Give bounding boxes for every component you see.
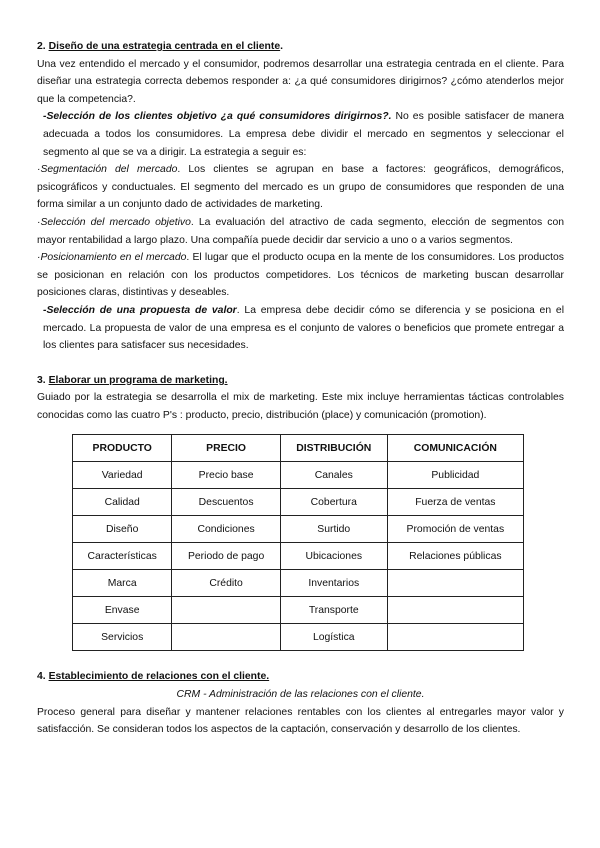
table-cell: Precio base: [172, 462, 280, 489]
table-cell: Fuerza de ventas: [387, 489, 523, 516]
table-cell: [387, 624, 523, 651]
section-4-heading: [37, 668, 564, 686]
table-cell: Inventarios: [280, 570, 387, 597]
table-cell: Promoción de ventas: [387, 516, 523, 543]
document-page: [37, 38, 564, 739]
table-cell: Condiciones: [172, 516, 280, 543]
section-2-title: Diseño de una estrategia centrada en el cliente: [48, 41, 281, 52]
table-row: [73, 624, 524, 651]
table-row: [73, 462, 524, 489]
table-cell: Marca: [73, 570, 172, 597]
section-2-sub2: [37, 302, 564, 355]
table-row: [73, 570, 524, 597]
table-cell: [387, 597, 523, 624]
table-row: [73, 543, 524, 570]
table-cell: Publicidad: [387, 462, 523, 489]
table-cell: Descuentos: [172, 489, 280, 516]
table-cell: Periodo de pago: [172, 543, 280, 570]
section-4-text: Proceso general para diseñar y mantener relaciones rentables con los clientes al entregarles mayor valor y satisfacción. Se consideran todos los aspectos de la captación, conservación y desarrollo de los clientes.: [37, 706, 564, 736]
section-2-intro: Una vez entendido el mercado y el consumidor, podremos desarrollar una estrategia centrada en el cliente. Para diseñar una estrategia correcta debemos responder a: ¿a qué consumidores dirigirnos? ¿cómo atenderlos mejor que la competencia?.: [37, 58, 564, 105]
section-2-heading: [37, 38, 564, 56]
section-2-item3-text: . El lugar que el producto ocupa en la mente de los consumidores. Los productos se posicionan en relación con los productos competidores. Los técnicos de marketing buscan desarrollar posiciones claras, distintivas y deseables.: [37, 252, 564, 299]
table-cell: Características: [73, 543, 172, 570]
table-cell: Calidad: [73, 489, 172, 516]
table-cell: Surtido: [280, 516, 387, 543]
section-2-item2-lead: ·Selección del mercado objetivo: [37, 216, 191, 228]
section-2-item3-lead: ·Posicionamiento en el mercado: [37, 252, 187, 264]
table-cell: Servicios: [73, 624, 172, 651]
section-2-sub1-text: No es posible satisfacer de manera adecuada a todos los consumidores. La empresa debe dividir el mercado en segmentos y seleccionar el segmento al que se va a dirigir. La estrategia a seguir es:: [43, 111, 564, 158]
section-2-item1-lead: ·Segmentación del mercado: [37, 164, 178, 176]
section-2-sub1: [37, 108, 564, 161]
table-header-row: [73, 435, 524, 462]
table-cell: Transporte: [280, 597, 387, 624]
section-3-title: Elaborar un programa de marketing.: [48, 374, 228, 386]
table-cell: Ubicaciones: [280, 543, 387, 570]
section-4-number: 4.: [37, 671, 46, 683]
section-2-number: 2.: [37, 41, 46, 52]
section-3-number: 3.: [37, 374, 46, 386]
section-2-sub2-lead: -Selección de una propuesta de valor: [43, 304, 237, 316]
section-2-item2: [37, 214, 564, 249]
table-cell: Relaciones públicas: [387, 543, 523, 570]
section-2-title-end: .: [280, 41, 284, 52]
table-cell: Cobertura: [280, 489, 387, 516]
table-cell: [172, 624, 280, 651]
table-header-cell: COMUNICACIÓN: [387, 435, 523, 462]
section-2-sub2-text: . La empresa debe decidir cómo se diferencia y se posiciona en el mercado. La propuesta de valor de una empresa es el conjunto de valores o beneficios que promete entregar a los clientes para satisfacer sus necesidades.: [43, 304, 564, 352]
section-4-subtitle: CRM - Administración de las relaciones con el cliente.: [176, 689, 425, 701]
table-cell: [172, 597, 280, 624]
table-header-cell: DISTRIBUCIÓN: [280, 435, 387, 462]
section-2-item1-text: . Los clientes se agrupan en base a factores: geográficos, demográficos, psicográficos y conductuales. El segmento del mercado es un grupo de consumidores que responden de una forma similar a un conjunto dado de actividades de marketing.: [37, 164, 564, 211]
section-2-item2-text: . La evaluación del atractivo de cada segmento, elección de segmentos con mayor rentabilidad a largo plazo. Una compañía puede decidir dar servicio a uno o a varios segmentos.: [37, 216, 564, 246]
section-3-intro: Guiado por la estrategia se desarrolla el mix de marketing. Este mix incluye herramientas tácticas controlables conocidas como las cuatro P's : producto, precio, distribución (place) y comunicación (promotion).: [37, 392, 564, 421]
section-4-title: Establecimiento de relaciones con el cliente.: [48, 671, 270, 683]
table-row: [73, 597, 524, 624]
table-header-cell: PRECIO: [172, 435, 280, 462]
section-2-item3: [37, 249, 564, 302]
section-2-item1: [37, 161, 564, 214]
table-header-cell: PRODUCTO: [73, 435, 172, 462]
table-cell: Variedad: [73, 462, 172, 489]
table-cell: Logística: [280, 624, 387, 651]
table-cell: [387, 570, 523, 597]
section-2-sub1-lead: -Selección de los clientes objetivo ¿a qué consumidores dirigirnos?.: [43, 111, 392, 123]
table-cell: Envase: [73, 597, 172, 624]
table-cell: Canales: [280, 462, 387, 489]
table-cell: Diseño: [73, 516, 172, 543]
table-cell: Crédito: [172, 570, 280, 597]
marketing-mix-table: [72, 434, 524, 651]
section-3-heading: [37, 372, 564, 390]
table-row: [73, 516, 524, 543]
table-row: [73, 489, 524, 516]
